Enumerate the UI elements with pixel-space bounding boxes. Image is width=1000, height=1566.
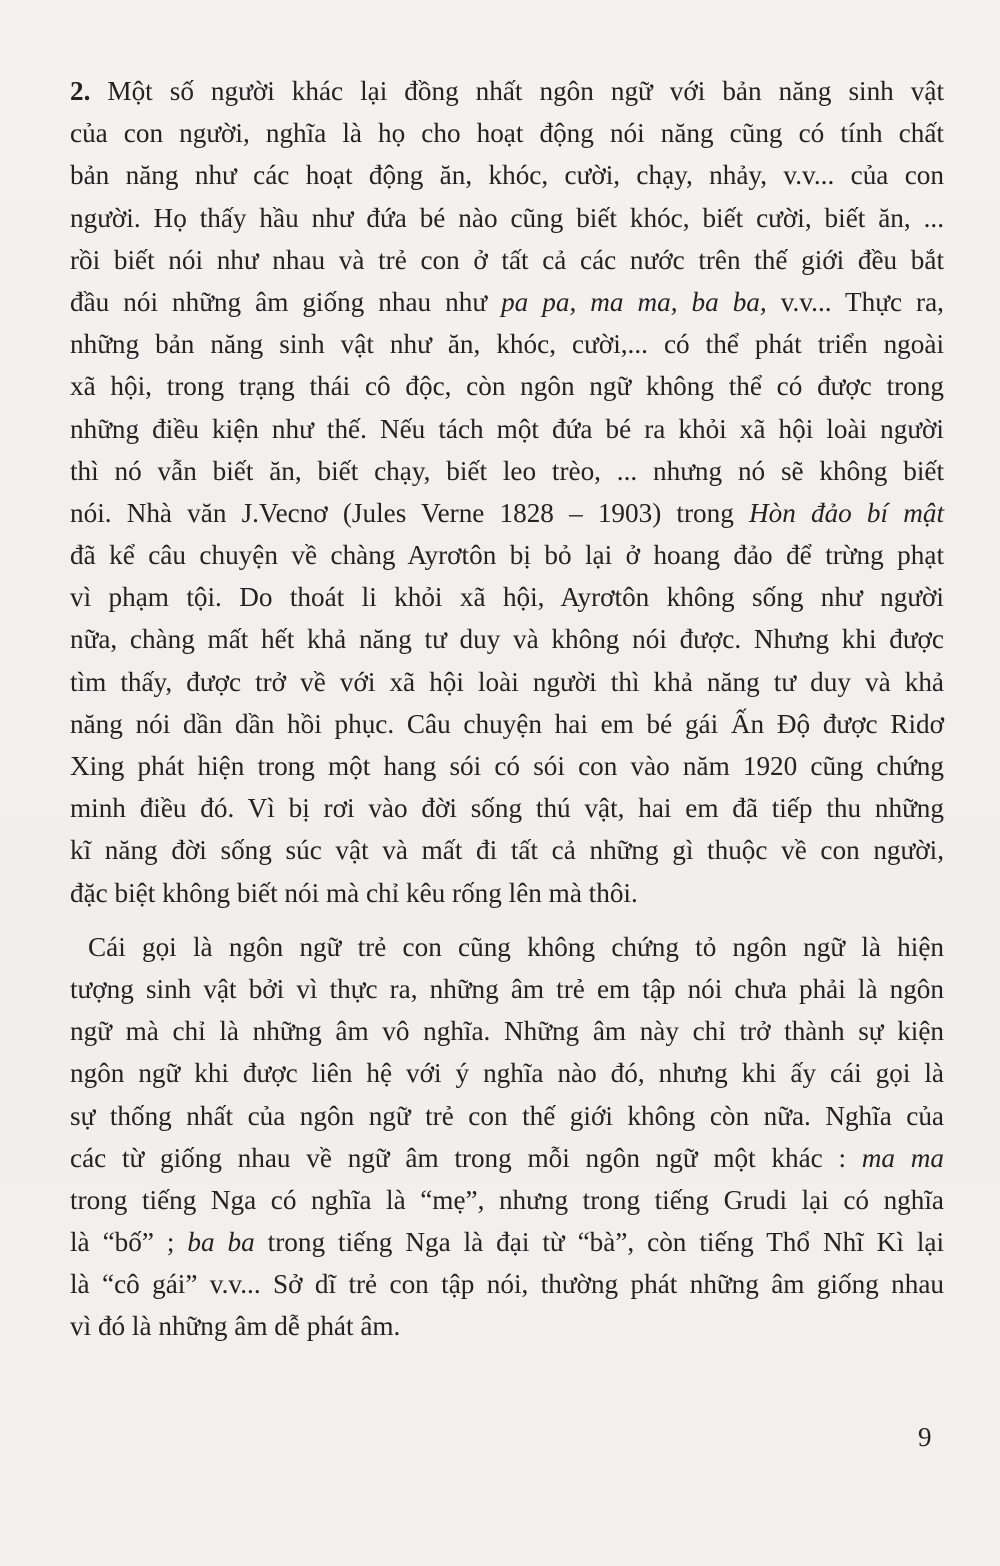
italic-term: ba ba xyxy=(187,1227,255,1258)
page-number: 9 xyxy=(918,1422,932,1452)
italic-term: pa pa, ma ma, ba ba, xyxy=(501,286,767,317)
text-line: ngữ mà chỉ là những âm vô nghĩa. Những âm này chỉ trở thành sự kiện xyxy=(70,1016,944,1047)
list-marker: 2. xyxy=(70,76,91,106)
text-line: tượng sinh vật bởi vì thực ra, những âm trẻ em tập nói chưa phải là ngôn xyxy=(70,973,944,1004)
text-line: những bản năng sinh vật như ăn, khóc, cười,... có thể phát triển ngoài xyxy=(70,329,944,360)
text-line: xã hội, trong trạng thái cô độc, còn ngôn ngữ không thể có được trong xyxy=(70,371,944,402)
paragraph-gap xyxy=(70,914,944,926)
text-line: minh điều đó. Vì bị rơi vào đời sống thú vật, hai em đã tiếp thu những xyxy=(70,793,944,824)
text-line: đặc biệt không biết nói mà chỉ kêu rống lên mà thôi. xyxy=(70,877,638,908)
text-line: vì đó là những âm dễ phát âm. xyxy=(70,1311,401,1342)
italic-book-title: Hòn đảo bí mật xyxy=(748,497,945,528)
text-line: các từ giống nhau về ngữ âm trong mỗi ngôn ngữ một khác : ma ma xyxy=(70,1142,944,1173)
text-line: sự thống nhất của ngôn ngữ trẻ con thế giới không còn nữa. Nghĩa của xyxy=(70,1100,944,1131)
text-line: những điều kiện như thế. Nếu tách một đứa bé ra khỏi xã hội loài người xyxy=(70,413,944,444)
text-line: vì phạm tội. Do thoát li khỏi xã hội, Ayrơtôn không sống như người xyxy=(70,582,944,613)
text-line: 2. Một số người khác lại đồng nhất ngôn ngữ với bản năng sinh vật xyxy=(70,76,944,106)
text-line: ngôn ngữ khi được liên hệ với ý nghĩa nào đó, nhưng khi ấy cái gọi là xyxy=(70,1058,944,1089)
text-line: đã kể câu chuyện về chàng Ayrơtôn bị bỏ lại ở hoang đảo để trừng phạt xyxy=(70,540,944,571)
text-line: là “cô gái” v.v... Sở dĩ trẻ con tập nói, thường phát những âm giống nhau xyxy=(70,1269,944,1300)
text-line: đầu nói những âm giống nhau như pa pa, ma ma, ba ba, v.v... Thực ra, xyxy=(70,286,944,317)
text-line: kĩ năng đời sống súc vật và mất đi tất cả những gì thuộc về con người, xyxy=(70,835,944,866)
body-text xyxy=(70,70,944,1348)
text-line: nói. Nhà văn J.Vecnơ (Jules Verne 1828 – 1903) trong Hòn đảo bí mật xyxy=(70,497,945,528)
text-line: Cái gọi là ngôn ngữ trẻ con cũng không chứng tỏ ngôn ngữ là hiện xyxy=(88,931,944,962)
text-line: trong tiếng Nga có nghĩa là “mẹ”, nhưng trong tiếng Grudi lại có nghĩa xyxy=(70,1184,944,1215)
italic-term: ma ma xyxy=(861,1142,944,1173)
text-line: thì nó vẫn biết ăn, biết chạy, biết leo trèo, ... nhưng nó sẽ không biết xyxy=(70,455,944,486)
text-line: năng nói dần dần hồi phục. Câu chuyện hai em bé gái Ấn Độ được Ridơ xyxy=(70,708,944,739)
text-line: Xing phát hiện trong một hang sói có sói con vào năm 1920 cũng chứng xyxy=(70,751,944,781)
text-line: người. Họ thấy hầu như đứa bé nào cũng biết khóc, biết cười, biết ăn, ... xyxy=(70,202,944,233)
text-line: rồi biết nói như nhau và trẻ con ở tất cả các nước trên thế giới đều bắt xyxy=(70,244,944,275)
text-line: nữa, chàng mất hết khả năng tư duy và không nói được. Nhưng khi được xyxy=(70,624,944,655)
text-line: của con người, nghĩa là họ cho hoạt động nói năng cũng có tính chất xyxy=(70,118,944,149)
text-line: là “bố” ; ba ba trong tiếng Nga là đại từ “bà”, còn tiếng Thổ Nhĩ Kì lại xyxy=(70,1227,945,1258)
text-line: tìm thấy, được trở về với xã hội loài người thì khả năng tư duy và khả xyxy=(70,666,944,697)
text-line: bản năng như các hoạt động ăn, khóc, cười, chạy, nhảy, v.v... của con xyxy=(70,160,944,191)
